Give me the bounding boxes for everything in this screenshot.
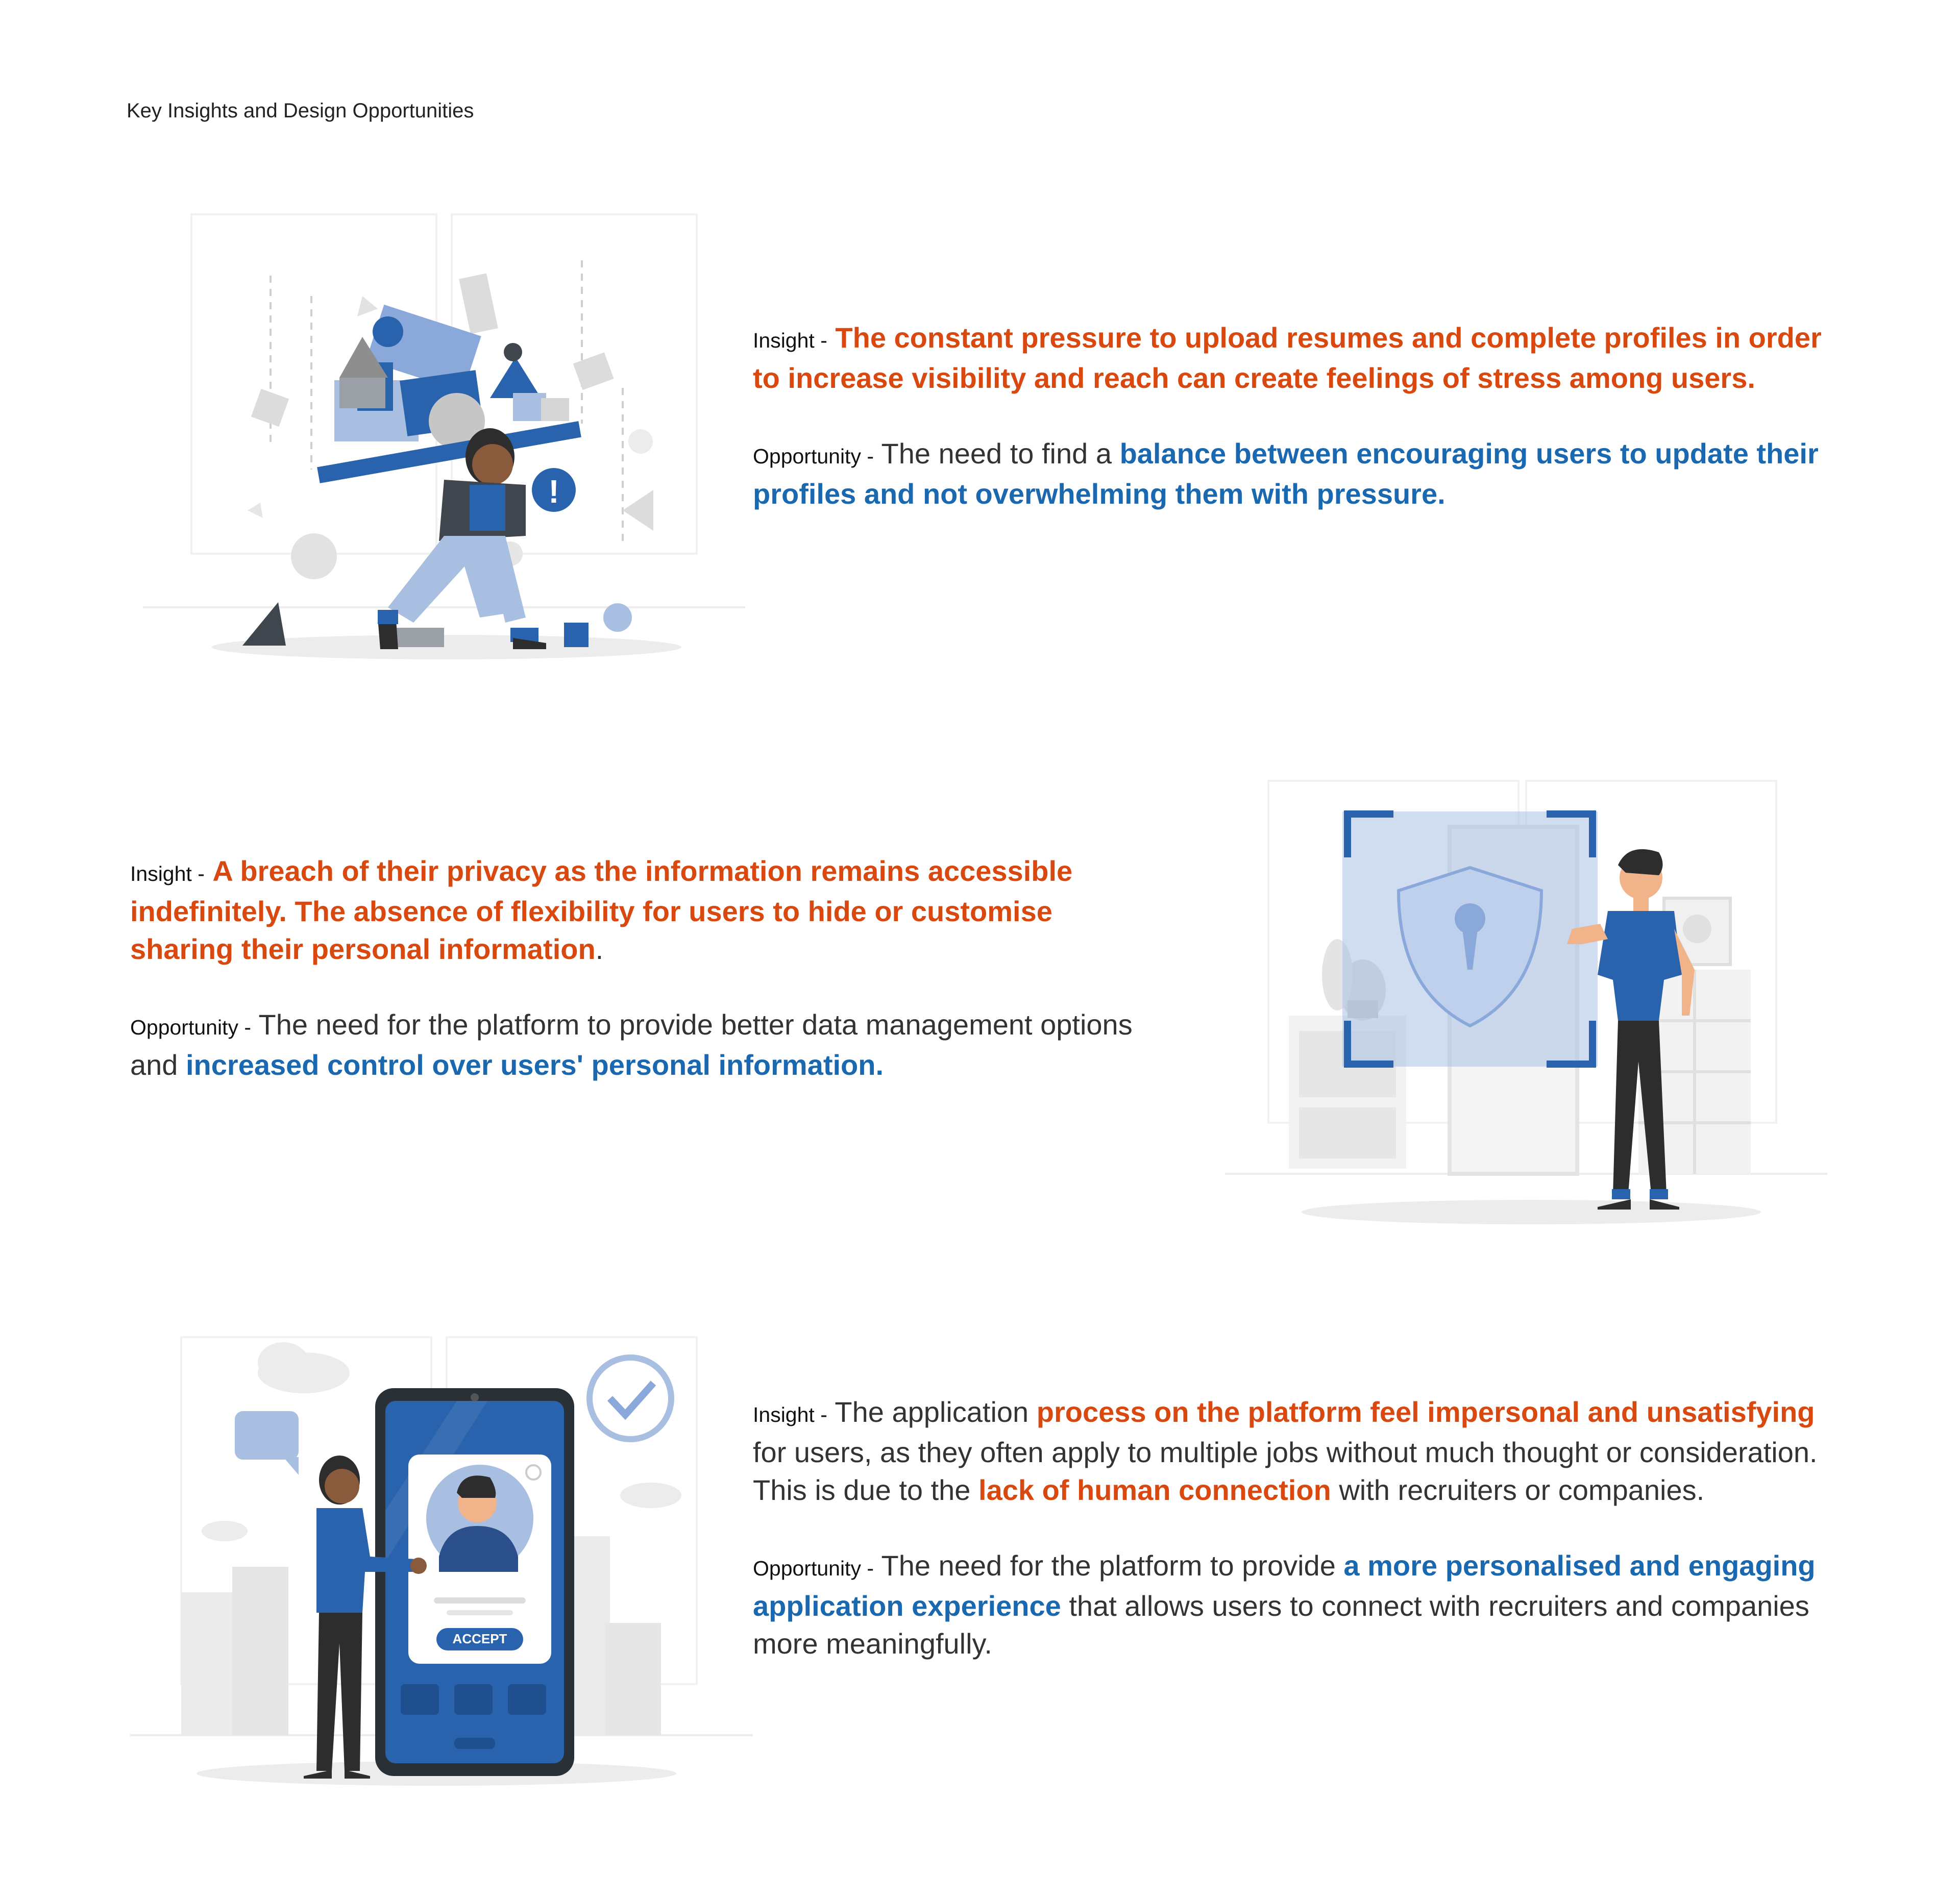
opportunity-text: The need for the platform to provide better data management options and xyxy=(130,1008,1133,1081)
insight-2 xyxy=(130,852,1151,968)
insight-highlight-a: process on the platform feel impersonal and unsatisfying xyxy=(1036,1396,1815,1428)
insight-text-a: The application xyxy=(835,1396,1029,1428)
opportunity-label: Opportunity - xyxy=(753,1557,874,1580)
insight-3 xyxy=(753,1393,1845,1509)
insight-label: Insight - xyxy=(753,1403,827,1426)
insight-label: Insight - xyxy=(753,329,827,352)
privacy-shield-illustration xyxy=(1220,776,1832,1235)
insight-text-b: for users, as they often apply to multiple jobs without much thought or consideration. This is due to the xyxy=(753,1436,1818,1506)
opportunity-3 xyxy=(753,1547,1845,1663)
svg-text:!: ! xyxy=(548,473,559,510)
opportunity-label: Opportunity - xyxy=(130,1016,251,1039)
opportunity-text: The need to find a xyxy=(881,437,1112,470)
stressed-woman-illustration xyxy=(138,209,750,669)
insight-text: . xyxy=(595,933,604,965)
insight-text-c: with recruiters or companies. xyxy=(1339,1474,1705,1506)
insight-1 xyxy=(753,319,1845,397)
section-1-text xyxy=(753,319,1845,513)
opportunity-1 xyxy=(753,435,1845,513)
insight-label: Insight - xyxy=(130,862,205,885)
insight-highlight: The constant pressure to upload resumes and complete profiles in order to increase visibility and reach can create feelings of stress among users. xyxy=(753,322,1822,394)
insight-highlight: A breach of their privacy as the information remains accessible indefinitely. The absence of flexibility for users to hide or customise sharing their personal information xyxy=(130,855,1073,965)
opportunity-highlight: a more personalised and engaging application experience xyxy=(753,1549,1816,1622)
section-2-text xyxy=(130,852,1151,1084)
insight-highlight-b: lack of human connection xyxy=(978,1474,1331,1506)
page-title: Key Insights and Design Opportunities xyxy=(127,100,474,122)
handshake-phone-illustration xyxy=(130,1327,753,1786)
section-3-text xyxy=(753,1393,1845,1663)
opportunity-highlight: balance between encouraging users to update their profiles and not overwhelming them with pressure. xyxy=(753,437,1819,510)
opportunity-highlight: increased control over users' personal information. xyxy=(186,1049,884,1081)
opportunity-text-b: that allows users to connect with recruiters and companies more meaningfully. xyxy=(753,1590,1809,1660)
opportunity-text-a: The need for the platform to provide xyxy=(881,1549,1336,1582)
accept-button-label: ACCEPT xyxy=(452,1631,507,1646)
opportunity-label: Opportunity - xyxy=(753,445,874,468)
opportunity-2 xyxy=(130,1006,1151,1084)
